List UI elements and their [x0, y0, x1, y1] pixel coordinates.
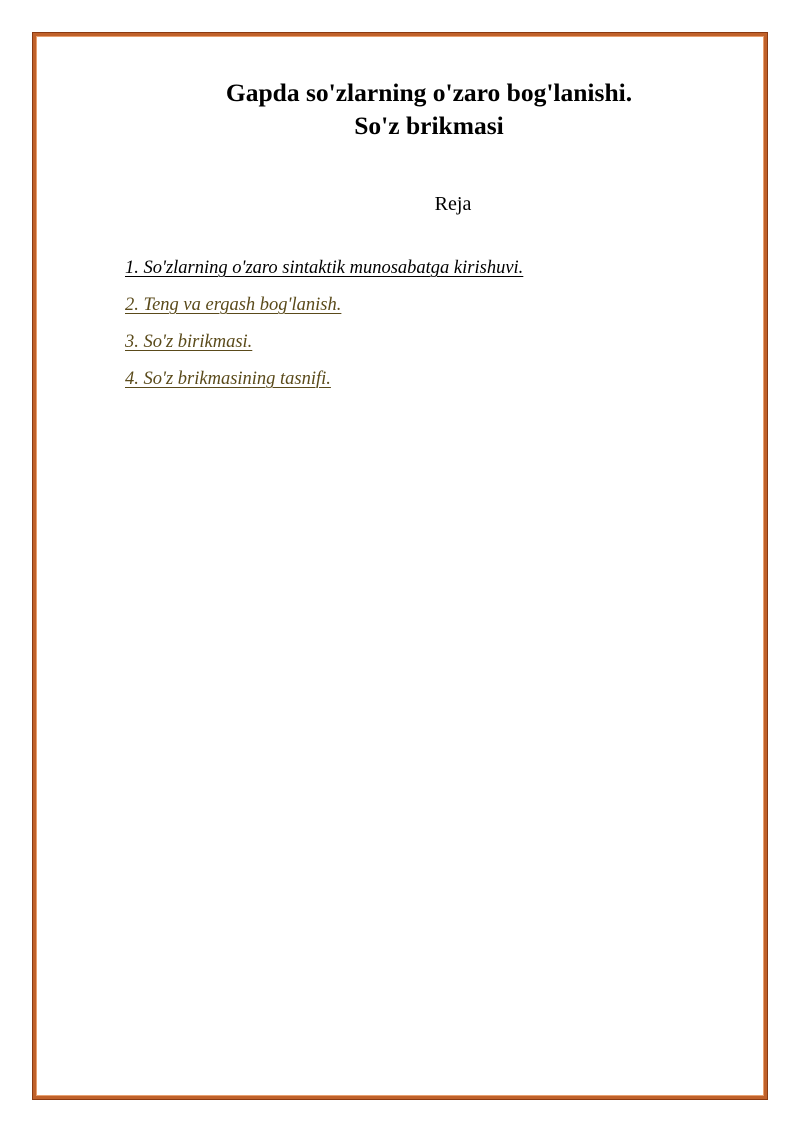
page-title	[60, 76, 798, 142]
toc-item-2[interactable]: 2. Teng va ergash bog'lanish.	[125, 295, 342, 315]
title-line-2: So'z brikmasi	[354, 111, 504, 140]
toc-item-1[interactable]: 1. So'zlarning o'zaro sintaktik munosabatga kirishuvi.	[125, 258, 524, 278]
plan-heading: Reja	[434, 193, 472, 215]
table-of-contents	[125, 255, 523, 403]
toc-item-4[interactable]: 4. So'z brikmasining tasnifi.	[125, 369, 331, 389]
toc-item-3[interactable]: 3. So'z birikmasi.	[125, 332, 253, 352]
title-line-1: Gapda so'zlarning o'zaro bog'lanishi.	[225, 78, 633, 107]
